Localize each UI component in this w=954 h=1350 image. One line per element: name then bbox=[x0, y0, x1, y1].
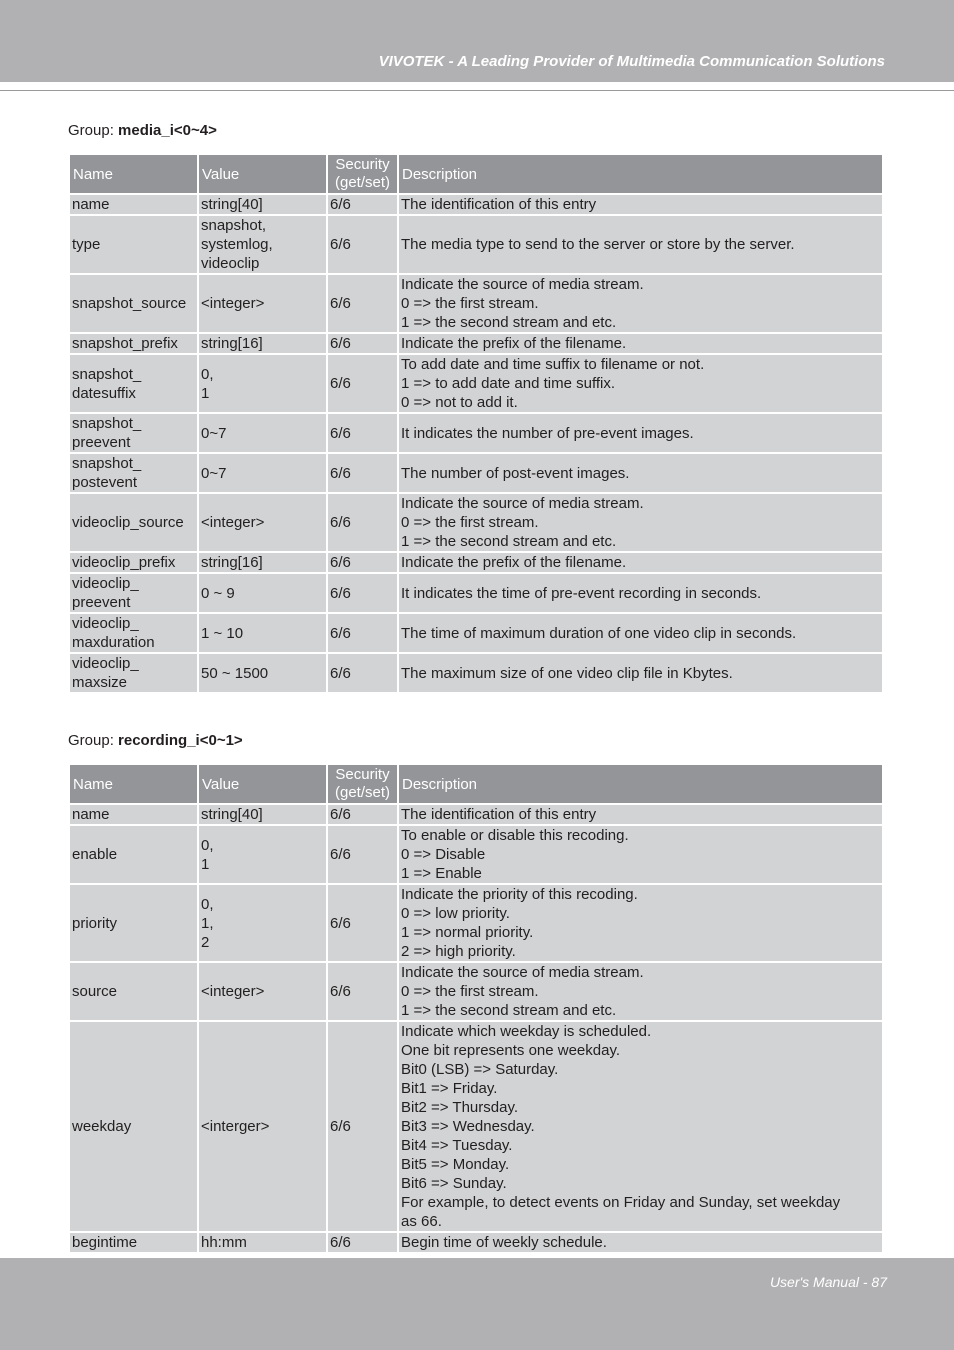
header-band bbox=[0, 0, 954, 82]
group-name: recording_i<0~1> bbox=[118, 732, 243, 749]
param-value-cell: string[16] bbox=[199, 553, 326, 572]
param-description-cell: Indicate the source of media stream. 0 => the first stream. 1 => the second stream and etc. bbox=[399, 494, 882, 551]
param-value-cell: <integer> bbox=[199, 494, 326, 551]
table-row bbox=[70, 275, 882, 332]
param-name-cell: videoclip_ preevent bbox=[70, 574, 197, 612]
group-prefix: Group: bbox=[68, 122, 119, 139]
column-header-value: Value bbox=[199, 765, 326, 803]
param-name-cell: snapshot_prefix bbox=[70, 334, 197, 353]
table-row bbox=[70, 334, 882, 353]
param-name-cell: name bbox=[70, 195, 197, 214]
table-row bbox=[70, 963, 882, 1020]
param-value-cell: string[40] bbox=[199, 195, 326, 214]
param-name-cell: snapshot_source bbox=[70, 275, 197, 332]
param-name-cell: weekday bbox=[70, 1022, 197, 1231]
table-row bbox=[70, 1233, 882, 1252]
param-description-cell: It indicates the time of pre-event recording in seconds. bbox=[399, 574, 882, 612]
table-row bbox=[70, 195, 882, 214]
table-row bbox=[70, 494, 882, 551]
param-security-cell: 6/6 bbox=[328, 454, 397, 492]
table-row bbox=[70, 355, 882, 412]
param-description-cell: To add date and time suffix to filename or not. 1 => to add date and time suffix. 0 => not to add it. bbox=[399, 355, 882, 412]
media-parameter-table bbox=[68, 153, 884, 694]
param-name-cell: snapshot_ postevent bbox=[70, 454, 197, 492]
param-name-cell: videoclip_prefix bbox=[70, 553, 197, 572]
header-title: VIVOTEK - A Leading Provider of Multimedia Communication Solutions bbox=[378, 53, 885, 70]
param-value-cell: 0~7 bbox=[199, 454, 326, 492]
param-value-cell: 1 ~ 10 bbox=[199, 614, 326, 652]
param-security-cell: 6/6 bbox=[328, 826, 397, 883]
param-description-cell: Indicate which weekday is scheduled. One bit represents one weekday. Bit0 (LSB) => Saturday. Bit1 => Friday. Bit2 => Thursday. Bit3 => Wednesday. Bit4 => Tuesday. Bit5 => Monday. Bit6 => Sunday. For example, to detect events on Friday and Sunday, set weekday as 66. bbox=[399, 1022, 882, 1231]
param-description-cell: The number of post-event images. bbox=[399, 454, 882, 492]
param-security-cell: 6/6 bbox=[328, 494, 397, 551]
param-security-cell: 6/6 bbox=[328, 334, 397, 353]
param-security-cell: 6/6 bbox=[328, 805, 397, 824]
recording-parameter-table bbox=[68, 763, 884, 1254]
param-security-cell: 6/6 bbox=[328, 885, 397, 961]
param-description-cell: Indicate the source of media stream. 0 => the first stream. 1 => the second stream and etc. bbox=[399, 275, 882, 332]
param-value-cell: string[40] bbox=[199, 805, 326, 824]
group-label-recording bbox=[68, 732, 243, 749]
table-row bbox=[70, 414, 882, 452]
param-security-cell: 6/6 bbox=[328, 614, 397, 652]
param-description-cell: The maximum size of one video clip file in Kbytes. bbox=[399, 654, 882, 692]
param-description-cell: The time of maximum duration of one video clip in seconds. bbox=[399, 614, 882, 652]
param-description-cell: It indicates the number of pre-event images. bbox=[399, 414, 882, 452]
param-security-cell: 6/6 bbox=[328, 216, 397, 273]
table-row bbox=[70, 454, 882, 492]
param-name-cell: type bbox=[70, 216, 197, 273]
param-security-cell: 6/6 bbox=[328, 1233, 397, 1252]
page-number: User's Manual - 87 bbox=[769, 1274, 887, 1290]
param-value-cell: 0, 1, 2 bbox=[199, 885, 326, 961]
column-header-name: Name bbox=[70, 155, 197, 193]
param-value-cell: 0~7 bbox=[199, 414, 326, 452]
column-header-description: Description bbox=[399, 765, 882, 803]
param-description-cell: Indicate the prefix of the filename. bbox=[399, 334, 882, 353]
table-row bbox=[70, 216, 882, 273]
param-description-cell: Indicate the priority of this recoding. 0 => low priority. 1 => normal priority. 2 => high priority. bbox=[399, 885, 882, 961]
header-divider bbox=[0, 90, 954, 91]
column-header-security: Security (get/set) bbox=[328, 155, 397, 193]
footer-band bbox=[0, 1258, 954, 1350]
table-row bbox=[70, 574, 882, 612]
column-header-description: Description bbox=[399, 155, 882, 193]
param-value-cell: snapshot, systemlog, videoclip bbox=[199, 216, 326, 273]
param-name-cell: snapshot_ preevent bbox=[70, 414, 197, 452]
table-row bbox=[70, 553, 882, 572]
group-name: media_i<0~4> bbox=[118, 122, 217, 139]
group-prefix: Group: bbox=[68, 732, 119, 749]
param-value-cell: 0, 1 bbox=[199, 826, 326, 883]
table-row bbox=[70, 805, 882, 824]
group-label-media bbox=[68, 122, 217, 139]
param-name-cell: begintime bbox=[70, 1233, 197, 1252]
param-name-cell: videoclip_ maxduration bbox=[70, 614, 197, 652]
param-description-cell: Indicate the prefix of the filename. bbox=[399, 553, 882, 572]
table-row bbox=[70, 1022, 882, 1231]
param-value-cell: <integer> bbox=[199, 275, 326, 332]
param-security-cell: 6/6 bbox=[328, 275, 397, 332]
table-row bbox=[70, 614, 882, 652]
param-security-cell: 6/6 bbox=[328, 1022, 397, 1231]
param-name-cell: source bbox=[70, 963, 197, 1020]
table-header-row bbox=[70, 155, 882, 193]
column-header-value: Value bbox=[199, 155, 326, 193]
param-security-cell: 6/6 bbox=[328, 654, 397, 692]
param-value-cell: 0 ~ 9 bbox=[199, 574, 326, 612]
media-table-body bbox=[70, 195, 882, 692]
param-description-cell: Begin time of weekly schedule. bbox=[399, 1233, 882, 1252]
param-name-cell: snapshot_ datesuffix bbox=[70, 355, 197, 412]
param-description-cell: Indicate the source of media stream. 0 => the first stream. 1 => the second stream and etc. bbox=[399, 963, 882, 1020]
param-name-cell: videoclip_ maxsize bbox=[70, 654, 197, 692]
recording-table-body bbox=[70, 805, 882, 1252]
param-name-cell: videoclip_source bbox=[70, 494, 197, 551]
param-description-cell: To enable or disable this recoding. 0 => Disable 1 => Enable bbox=[399, 826, 882, 883]
param-value-cell: 0, 1 bbox=[199, 355, 326, 412]
param-name-cell: name bbox=[70, 805, 197, 824]
param-name-cell: enable bbox=[70, 826, 197, 883]
param-description-cell: The media type to send to the server or store by the server. bbox=[399, 216, 882, 273]
param-value-cell: hh:mm bbox=[199, 1233, 326, 1252]
column-header-security: Security (get/set) bbox=[328, 765, 397, 803]
param-security-cell: 6/6 bbox=[328, 414, 397, 452]
param-value-cell: string[16] bbox=[199, 334, 326, 353]
param-security-cell: 6/6 bbox=[328, 553, 397, 572]
param-description-cell: The identification of this entry bbox=[399, 195, 882, 214]
param-value-cell: <integer> bbox=[199, 963, 326, 1020]
table-row bbox=[70, 826, 882, 883]
param-security-cell: 6/6 bbox=[328, 963, 397, 1020]
param-security-cell: 6/6 bbox=[328, 574, 397, 612]
table-header-row bbox=[70, 765, 882, 803]
table-row bbox=[70, 654, 882, 692]
param-name-cell: priority bbox=[70, 885, 197, 961]
param-description-cell: The identification of this entry bbox=[399, 805, 882, 824]
table-row bbox=[70, 885, 882, 961]
param-security-cell: 6/6 bbox=[328, 195, 397, 214]
param-value-cell: <interger> bbox=[199, 1022, 326, 1231]
param-value-cell: 50 ~ 1500 bbox=[199, 654, 326, 692]
column-header-name: Name bbox=[70, 765, 197, 803]
param-security-cell: 6/6 bbox=[328, 355, 397, 412]
